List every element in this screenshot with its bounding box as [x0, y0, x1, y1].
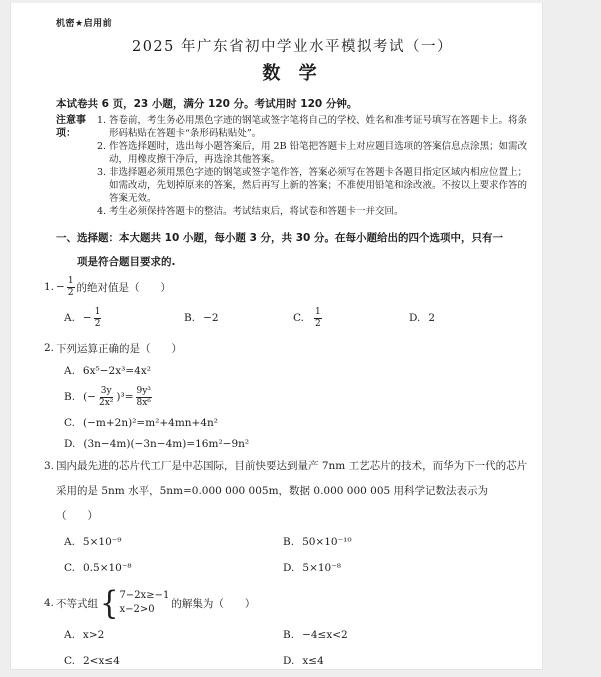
option-value: 5×10⁻⁹: [82, 536, 122, 548]
security-label: 机密★启用前: [56, 19, 113, 29]
option-d: [409, 312, 529, 324]
question-text: 的绝对值是（ ）: [76, 281, 172, 294]
option-label: A.: [64, 536, 75, 548]
option-value: (−m+2n)²=m²+4mn+4n²: [83, 416, 219, 429]
subject-title: 数 学: [262, 63, 323, 84]
fraction-denominator: 8x⁶: [136, 397, 151, 408]
option-c: [64, 648, 283, 669]
option-b: [283, 622, 529, 648]
option-label: C.: [293, 312, 304, 324]
notice-number: 4.: [97, 206, 107, 217]
option-d: [283, 648, 529, 669]
question-2-option-d: [64, 433, 529, 454]
fraction-denominator: 2x²: [98, 397, 114, 408]
question-number: 1.: [44, 281, 55, 293]
question-3-options: [64, 529, 529, 581]
option-value: 2: [428, 312, 436, 324]
notice-number: 3.: [97, 167, 107, 178]
question-1-stem: [44, 272, 529, 302]
fraction: [136, 386, 152, 408]
notice-item: [97, 140, 529, 166]
option-c: [293, 307, 409, 329]
question-number: 2.: [44, 342, 55, 354]
option-label: D.: [283, 562, 295, 574]
fraction: [314, 307, 322, 329]
option-value: (3n−4m)(−3n−4m)=16m²−9n²: [83, 437, 250, 450]
minus-sign: −: [82, 312, 92, 324]
system-brace: {: [100, 584, 119, 621]
option-value: 6x⁵−2x³=4x²: [82, 365, 151, 377]
section-1-heading: [56, 226, 529, 274]
fraction-numerator: 1: [315, 307, 321, 317]
inequality-system: [100, 584, 170, 621]
question-1-options: [64, 302, 529, 334]
question-2-option-b: [64, 382, 529, 412]
fraction: [94, 307, 102, 329]
option-label: A.: [64, 629, 75, 641]
question-2-stem: [44, 336, 529, 360]
system-lines: [119, 589, 169, 617]
option-a: [64, 529, 283, 555]
notice-text: 非选择题必须用黑色字迹的钢笔或签字笔作答，答案必须写在答题卡各题目指定区域内相应位置上；如需改动，先划掉原来的答案，然后再写上新的答案；不准使用铅笔和涂改液。不按以上要求作答的答案无效。: [109, 167, 528, 204]
notice-item: [97, 166, 529, 205]
question-text: 不等式组: [56, 597, 98, 610]
option-label: A.: [64, 312, 75, 324]
option-value: 5×10⁻⁸: [302, 562, 341, 574]
option-label: B.: [184, 312, 196, 324]
minus-sign: −: [56, 281, 65, 293]
question-4-options: [64, 622, 529, 669]
notice-text: 作答选择题时，选出每小题答案后，用 2B 铅笔把答题卡上对应题目选项的答案信息点涂黑；如需改动，用橡皮擦干净后，再选涂其他答案。: [109, 141, 528, 165]
fraction-numerator: 1: [67, 276, 74, 286]
option-b: [184, 312, 293, 324]
option-label: B.: [64, 391, 76, 403]
notice-text: 考生必须保持答题卡的整洁。考试结束后，将试卷和答题卡一并交回。: [109, 206, 404, 217]
section-1-heading-line2: 项是符合题目要求的.: [77, 256, 176, 268]
option-value: 50×10⁻¹⁰: [302, 536, 352, 548]
option-value: x≤4: [302, 655, 324, 667]
option-value: 0.5×10⁻⁸: [83, 562, 132, 574]
notice-text: 答卷前，考生务必用黑色字迹的钢笔或签字笔将自己的学校、姓名和准考证号填写在答题卡上。将条形码粘贴在答题卡“条形码粘贴处”。: [109, 115, 528, 139]
question-2-option-c: [64, 412, 529, 433]
fraction-numerator: 1: [94, 307, 101, 317]
option-label: C.: [64, 562, 75, 574]
notices-label: 注意事项：: [56, 115, 86, 139]
option-label: B.: [283, 629, 295, 641]
fraction-denominator: 2: [315, 318, 321, 329]
option-label: A.: [64, 365, 75, 377]
question-3-stem: [44, 454, 529, 504]
question-4-stem: [44, 584, 529, 622]
section-1-heading-line1: 一、选择题：本大题共 10 小题，每小题 3 分，共 30 分。在每小题给出的四个选项中，只有一: [56, 232, 503, 244]
question-text: 国内最先进的芯片代工厂是中芯国际，目前快要达到量产 7nm 工艺芯片的技术，而华为下一代的芯片采用的是 5nm 水平，5nm=0.000 000 005m，数据 0.000 000 005 用科学记数法表示为: [56, 460, 528, 497]
fraction-denominator: 2: [94, 318, 101, 329]
notice-item: [97, 114, 529, 140]
option-label: B.: [283, 536, 295, 548]
option-a: [64, 307, 184, 329]
option-c: [64, 555, 283, 581]
question-number: 4.: [44, 597, 55, 609]
notice-number: 2.: [97, 141, 107, 152]
question-text-suffix: 的解集为（ ）: [171, 597, 256, 610]
option-b: [283, 529, 529, 555]
exponent-equals: )³=: [116, 391, 134, 403]
exam-info-line: 本试卷共 6 页，23 小题，满分 120 分。考试用时 120 分钟。: [56, 98, 358, 110]
option-value: 2<x≤4: [83, 655, 120, 667]
option-a: [64, 622, 283, 648]
open-paren: (−: [83, 391, 96, 403]
option-value: x>2: [82, 629, 105, 641]
option-value: −2: [203, 312, 219, 324]
option-label: C.: [64, 416, 75, 429]
option-label: C.: [64, 655, 75, 667]
fraction-numerator: 9y³: [136, 386, 151, 396]
exam-title: 2025 年广东省初中学业水平模拟考试（一）: [131, 39, 453, 55]
option-label: D.: [409, 312, 421, 324]
fraction-numerator: 3y: [100, 386, 112, 396]
notices-block: [56, 114, 529, 218]
question-text: 下列运算正确的是（ ）: [56, 342, 182, 355]
option-label: D.: [283, 655, 295, 667]
system-line1: 7−2x≥−1: [119, 590, 170, 601]
notices-list: [97, 114, 529, 218]
question-3-answer-paren: （ ）: [56, 510, 98, 522]
option-label: D.: [64, 437, 76, 450]
notice-item: [97, 205, 529, 218]
fraction-denominator: 2: [67, 287, 74, 298]
option-d: [283, 555, 529, 581]
system-line2: x−2>0: [119, 604, 155, 615]
question-number: 3.: [44, 460, 55, 472]
fraction: [67, 276, 75, 298]
exam-paper-page: [10, 3, 543, 670]
option-value: −4≤x<2: [302, 629, 348, 641]
fraction: [98, 386, 114, 408]
question-2-option-a: [64, 360, 529, 382]
page-content: [11, 3, 542, 669]
notice-number: 1.: [97, 115, 107, 126]
